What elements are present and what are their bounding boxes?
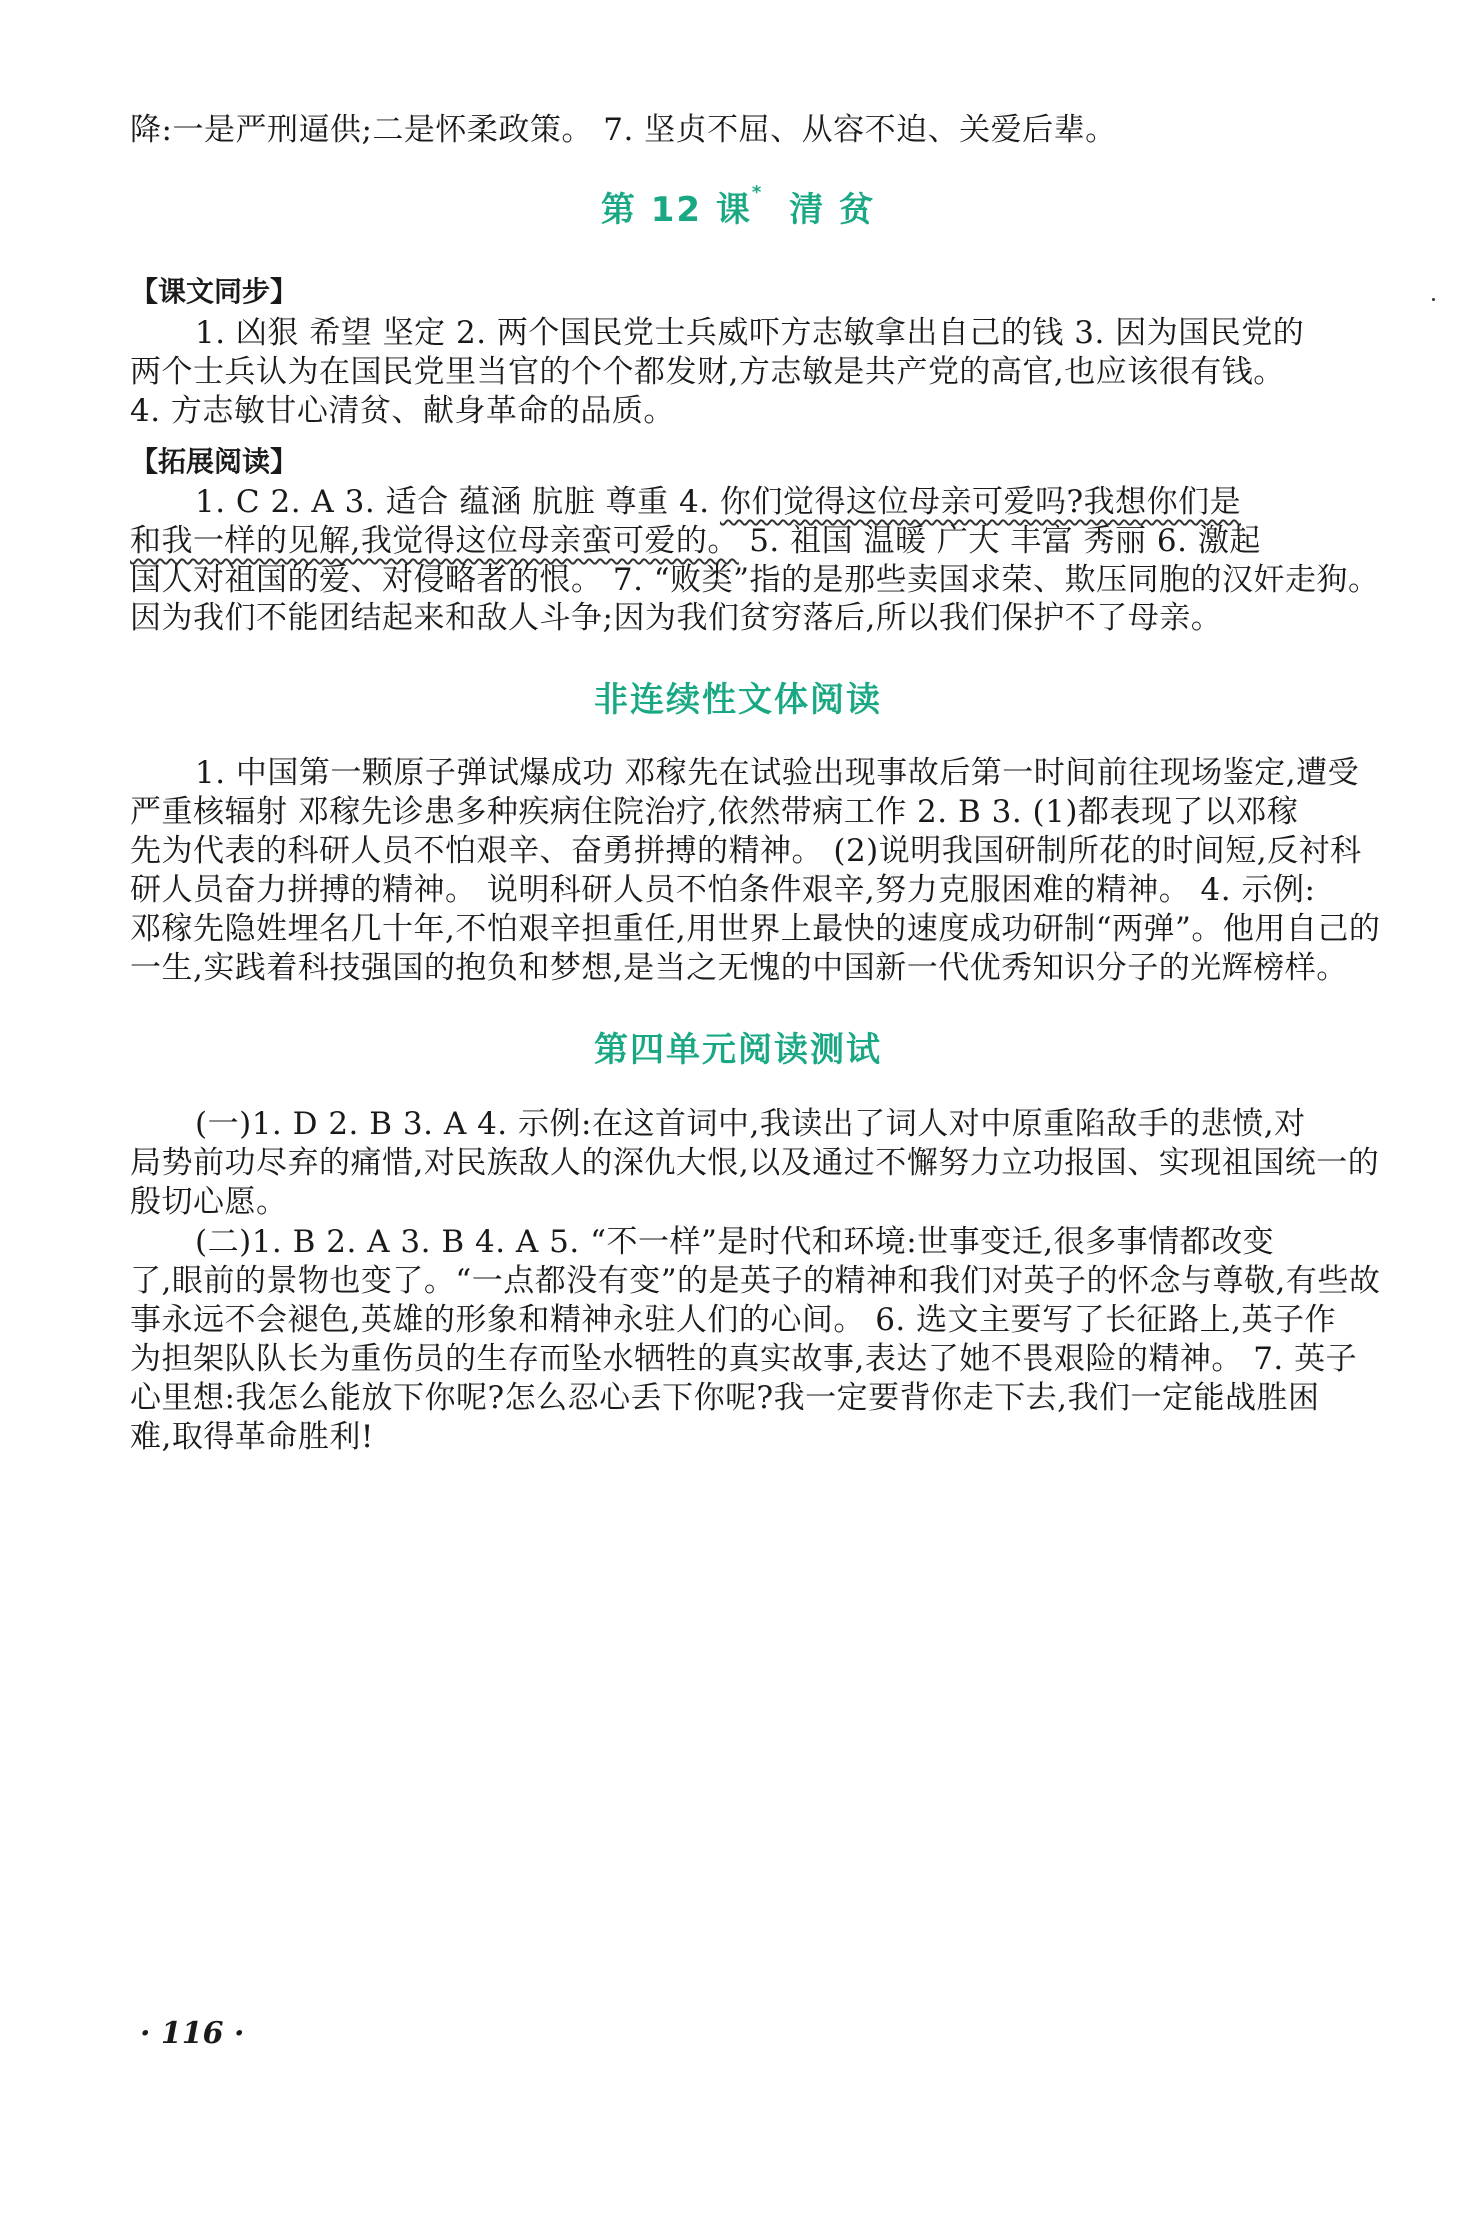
- noncontinuous-line-3: 先为代表的科研人员不怕艰辛、奋勇拼搏的精神。 (2)说明我国研制所花的时间短,反衬科: [130, 833, 1362, 869]
- sync-line-1: 1. 凶狠 希望 坚定 2. 两个国民党士兵威吓方志敏拿出自己的钱 3. 因为国民党的: [195, 315, 1305, 351]
- sync-section-header: 【课文同步】: [130, 275, 299, 308]
- unit4-part2-line-2: 了,眼前的景物也变了。“一点都没有变”的是英子的精神和我们对英子的怀念与尊敬,有些故: [130, 1263, 1381, 1299]
- wavy-underlined-sentence-a: 你们觉得这位母亲可爱吗?我想你们是: [719, 484, 1242, 520]
- sync-line-2: 两个士兵认为在国民党里当官的个个都发财,方志敏是共产党的高官,也应该很有钱。: [130, 354, 1285, 390]
- unit4-part1-line-2: 局势前功尽弃的痛惜,对民族敌人的深仇大恨,以及通过不懈努力立功报国、实现祖国统一的: [130, 1145, 1380, 1181]
- unit4-part2-line-3: 事永远不会褪色,英雄的形象和精神永驻人们的心间。 6. 选文主要写了长征路上,英子作: [130, 1302, 1336, 1338]
- noncontinuous-line-4: 研人员奋力拼搏的精神。 说明科研人员不怕条件艰辛,努力克服困难的精神。 4. 示例:: [130, 872, 1316, 908]
- extension-line-4: 因为我们不能团结起来和敌人斗争;因为我们贫穷落后,所以我们保护不了母亲。: [130, 600, 1223, 636]
- noncontinuous-line-2: 严重核辐射 邓稼先诊患多种疾病住院治疗,依然带病工作 2. B 3. (1)都表现了以邓稼: [130, 794, 1299, 830]
- noncontinuous-line-6: 一生,实践着科技强国的抱负和梦想,是当之无愧的中国新一代优秀知识分子的光辉榜样。: [130, 950, 1348, 986]
- unit4-part1-line-1: (一)1. D 2. B 3. A 4. 示例:在这首词中,我读出了词人对中原重陷敌手的悲愤,对: [195, 1106, 1306, 1142]
- noncontinuous-line-1: 1. 中国第一颗原子弹试爆成功 邓稼先在试验出现事故后第一时间前往现场鉴定,遭受: [195, 755, 1360, 791]
- unit4-part2-line-1: (二)1. B 2. A 3. B 4. A 5. “不一样”是时代和环境:世事变迁,很多事情都改变: [195, 1224, 1275, 1260]
- sync-line-3: 4. 方志敏甘心清贫、献身革命的品质。: [130, 393, 675, 429]
- noncontinuous-reading-title: 非连续性文体阅读: [594, 680, 882, 720]
- lesson-name: 清 贫: [789, 190, 876, 230]
- extension-line-1: [195, 482, 1400, 522]
- extension-answers-a: 1. C 2. A 3. 适合 蕴涵 肮脏 尊重 4.: [195, 484, 720, 520]
- optional-star: *: [751, 182, 764, 203]
- extension-section-header: 【拓展阅读】: [130, 445, 299, 478]
- unit4-part2-line-6: 难,取得革命胜利!: [130, 1419, 374, 1455]
- unit-4-test-title: 第四单元阅读测试: [594, 1030, 882, 1070]
- extension-line-3: 国人对祖国的爱、对侵略者的恨。 7. “败类”指的是那些卖国求荣、欺压同胞的汉奸走狗。: [130, 562, 1380, 598]
- noncontinuous-line-5: 邓稼先隐姓埋名几十年,不怕艰辛担重任,用世界上最快的速度成功研制“两弹”。他用自己的: [130, 911, 1381, 947]
- stray-dot: [1432, 298, 1435, 301]
- unit4-part1-line-3: 殷切心愿。: [130, 1184, 288, 1220]
- extension-line-2: [130, 521, 1400, 561]
- lesson-12-title: [0, 182, 1476, 231]
- extension-answers-b: 5. 祖国 温暖 广大 丰富 秀丽 6. 激起: [738, 523, 1261, 559]
- wavy-underlined-sentence-b: 和我一样的见解,我觉得这位母亲蛮可爱的。: [130, 523, 739, 559]
- continued-answer-line: 降:一是严刑逼供;二是怀柔政策。 7. 坚贞不屈、从容不迫、关爱后辈。: [130, 112, 1117, 148]
- unit4-part2-line-5: 心里想:我怎么能放下你呢?怎么忍心丢下你呢?我一定要背你走下去,我们一定能战胜困: [130, 1380, 1320, 1416]
- unit4-part2-line-4: 为担架队队长为重伤员的生存而坠水牺牲的真实故事,表达了她不畏艰险的精神。 7. 英子: [130, 1341, 1358, 1377]
- page-number: · 116 ·: [140, 2016, 245, 2051]
- lesson-number: 第 12 课: [600, 190, 752, 230]
